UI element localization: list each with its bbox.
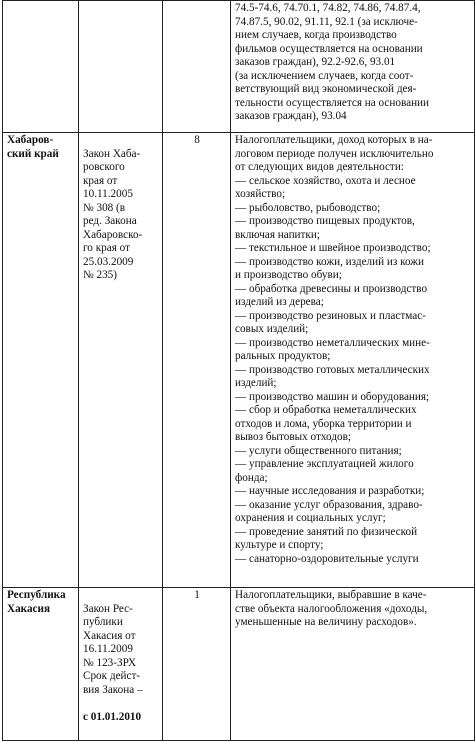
rate-cell: 1 [163,588,231,741]
law-text: Закон Хаба- ровского края от 10.11.2005 № 308 (в ред. Закона Хабаровско- го края от 25.03.2009 № 235) [83,147,143,281]
law-cell [79,133,163,588]
rate-cell [163,1,231,133]
rate-cell: 8 [163,133,231,588]
activity-cell: Налогоплательщики, выбравшие в каче- стве объекта налогообложения «доходы, уменьшенные на величину расходов». [231,588,475,741]
activity-cell: Налогоплательщики, доход которых в на- логовом периоде получен исключительно от следующих видов деятельности: — сельское хозяйство, охота и лесное хозяйство; — рыболовство, рыбоводство; — производство пищевых продуктов, включая напитки; — текстильное и швейное производство; — производство кожи, изделий из кожи и производство обуви; — обработка древесины и производство изделий из дерева; — производство резиновых и пластмас- совых изделий; — производство неметаллических мине- ральных продуктов; — производство готовых металлических изделий; — производство машин и оборудования; — сбор и обработка неметаллических отходов и лома, уборка территории и вывоз бытовых отходов; — услуги общественного питания; — управление эксплуатацией жилого фонда; — научные исследования и разработки; — оказание услуг образования, здраво- охранения и социальных услуг; — проведение занятий по физической культуре и спорту; — санаторно-оздоровительные услуги [231,133,475,588]
activity-cell: 74.5-74.6, 74.70.1, 74.82, 74.86, 74.87.4, 74.87.5, 90.02, 91.11, 92.1 (за исключе- нием случаев, когда производство фильмов осуществляется на основании заказов граждан), 92.2-92.6, 93.01 (за исключением случаев, когда соот- ветствующий вид экономической дея- тельности осуществляется на основании заказов граждан), 93.04 [231,1,475,133]
table-row [3,588,475,741]
law-text: Закон Рес- публики Хакасия от 16.11.2009 № 123-ЗРХ Срок дейст- вия Закона – [83,602,143,696]
region-cell: Республика Хакасия [3,588,79,741]
table-row [3,1,475,133]
law-effective-date: с 01.01.2010 [83,710,142,723]
law-cell [79,1,163,133]
law-cell [79,588,163,741]
table-row [3,133,475,588]
region-cell: Хабаров- ский край [3,133,79,588]
region-cell [3,1,79,133]
tax-rate-table [2,0,475,741]
